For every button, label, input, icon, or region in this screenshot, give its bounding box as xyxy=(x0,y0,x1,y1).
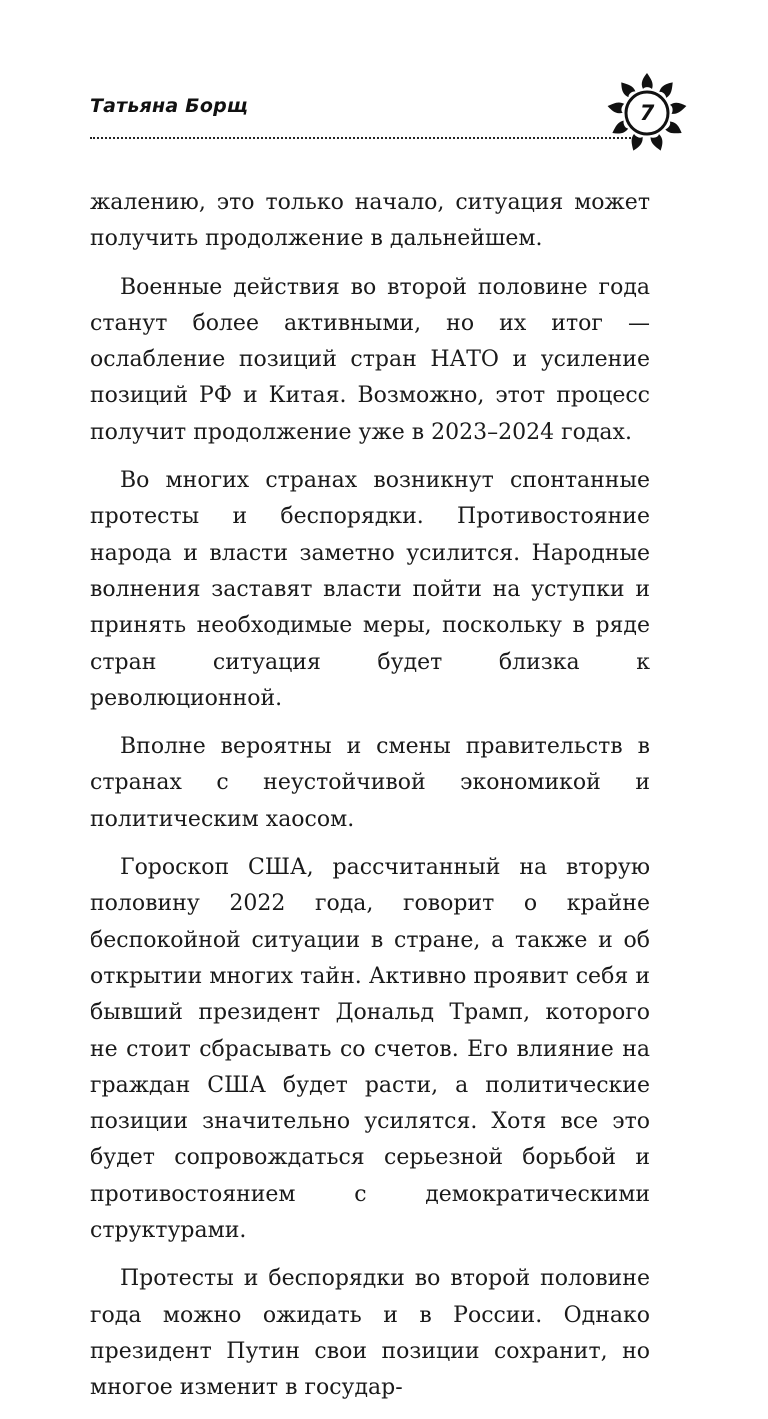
paragraph: жалению, это только начало, ситуация может получить продолжение в дальнейшем. xyxy=(90,190,650,252)
paragraph: Протесты и беспорядки во второй половине года можно ожидать и в России. Однако президент Путин свои позиции сохранит, но многое изменит в государ- xyxy=(90,1266,650,1401)
paragraph: Вполне вероятны и смены правительств в странах с неустойчивой экономикой и политическим хаосом. xyxy=(90,734,650,832)
header-dotted-rule xyxy=(90,137,638,139)
paragraph: Гороскоп США, рассчитанный на вторую половину 2022 года, говорит о крайне беспокойной ситуации в стране, а также и об открытии многих тайн. Активно проявит себя и бывший президент Дональд Трамп, которого не стоит сбрасывать со счетов. Его влияние на граждан США будет расти, а политические позиции значительно усилятся. Хотя все это будет сопровождаться серьезной борьбой и противостоянием с демократическими структурами. xyxy=(90,855,650,1244)
paragraph: Во многих странах возникнут спонтанные протесты и беспорядки. Противостояние народа и власти заметно усилится. Народные волнения заставят власти пойти на уступки и принять необходимые меры, поскольку в ряде стран ситуация будет близка к революционной. xyxy=(90,468,650,711)
body-text xyxy=(90,185,650,1419)
paragraph: Военные действия во второй половине года станут более активными, но их итог — ослабление позиций стран НАТО и усиление позиций РФ и Китая. Возможно, этот процесс получит продолжение уже в 2023–2024 годах. xyxy=(90,274,650,445)
page-number: 7 xyxy=(639,101,655,125)
running-head-author: Татьяна Борщ xyxy=(90,95,249,117)
